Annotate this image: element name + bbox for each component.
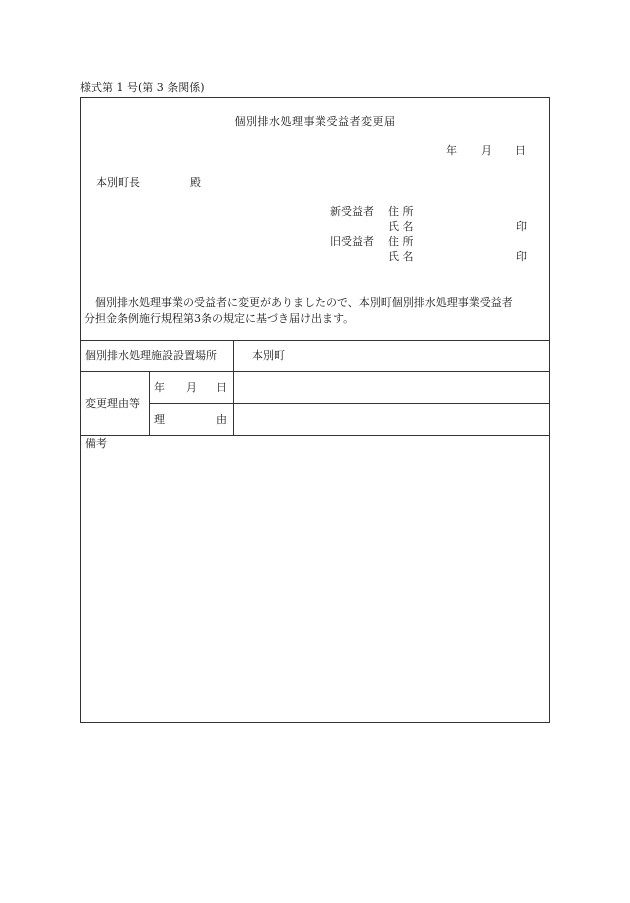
form-frame — [80, 97, 550, 723]
new-beneficiary-seal: 印 — [516, 220, 527, 233]
old-beneficiary-label: 旧受益者 — [330, 235, 374, 248]
statement-line-2: 分担金条例施行規程第3条の規定に基づき届け出ます。 — [84, 312, 355, 325]
divider-remarks-top — [80, 435, 550, 436]
old-beneficiary-address-label: 住 所 — [388, 235, 414, 248]
reason-date-day-label: 日 — [216, 381, 227, 394]
remarks-label: 備考 — [85, 437, 107, 450]
new-beneficiary-address-label: 住 所 — [388, 205, 414, 218]
reason-date-year-label: 年 — [154, 381, 165, 394]
divider-column-subhead — [149, 371, 150, 435]
divider-column-value — [233, 340, 234, 435]
divider-reason-middle — [149, 403, 550, 404]
date-month-label: 月 — [481, 144, 492, 157]
old-beneficiary-seal: 印 — [516, 250, 527, 263]
date-year-label: 年 — [446, 144, 457, 157]
statement-line-1: 個別排水処理事業の受益者に変更がありましたので、本別町個別排水処理事業受益者 — [95, 296, 513, 309]
addressee-honorific: 殿 — [190, 176, 201, 189]
change-reason-label: 変更理由等 — [85, 397, 140, 410]
date-day-label: 日 — [515, 144, 526, 157]
document-title: 個別排水処理事業受益者変更届 — [234, 115, 396, 128]
new-beneficiary-label: 新受益者 — [330, 205, 374, 218]
divider-location-top — [80, 340, 550, 341]
form-number-label: 様式第 1 号(第 3 条関係) — [80, 81, 205, 94]
reason-date-month-label: 月 — [186, 381, 197, 394]
location-value: 本別町 — [252, 349, 285, 362]
new-beneficiary-name-label: 氏 名 — [388, 220, 414, 233]
old-beneficiary-name-label: 氏 名 — [388, 250, 414, 263]
reason-label-yu: 由 — [216, 413, 227, 426]
reason-label-ri: 理 — [154, 413, 165, 426]
statement-paragraph — [84, 295, 546, 327]
divider-location-bottom — [80, 371, 550, 372]
addressee-name: 本別町長 — [96, 176, 140, 189]
location-label: 個別排水処理施設設置場所 — [85, 349, 217, 362]
